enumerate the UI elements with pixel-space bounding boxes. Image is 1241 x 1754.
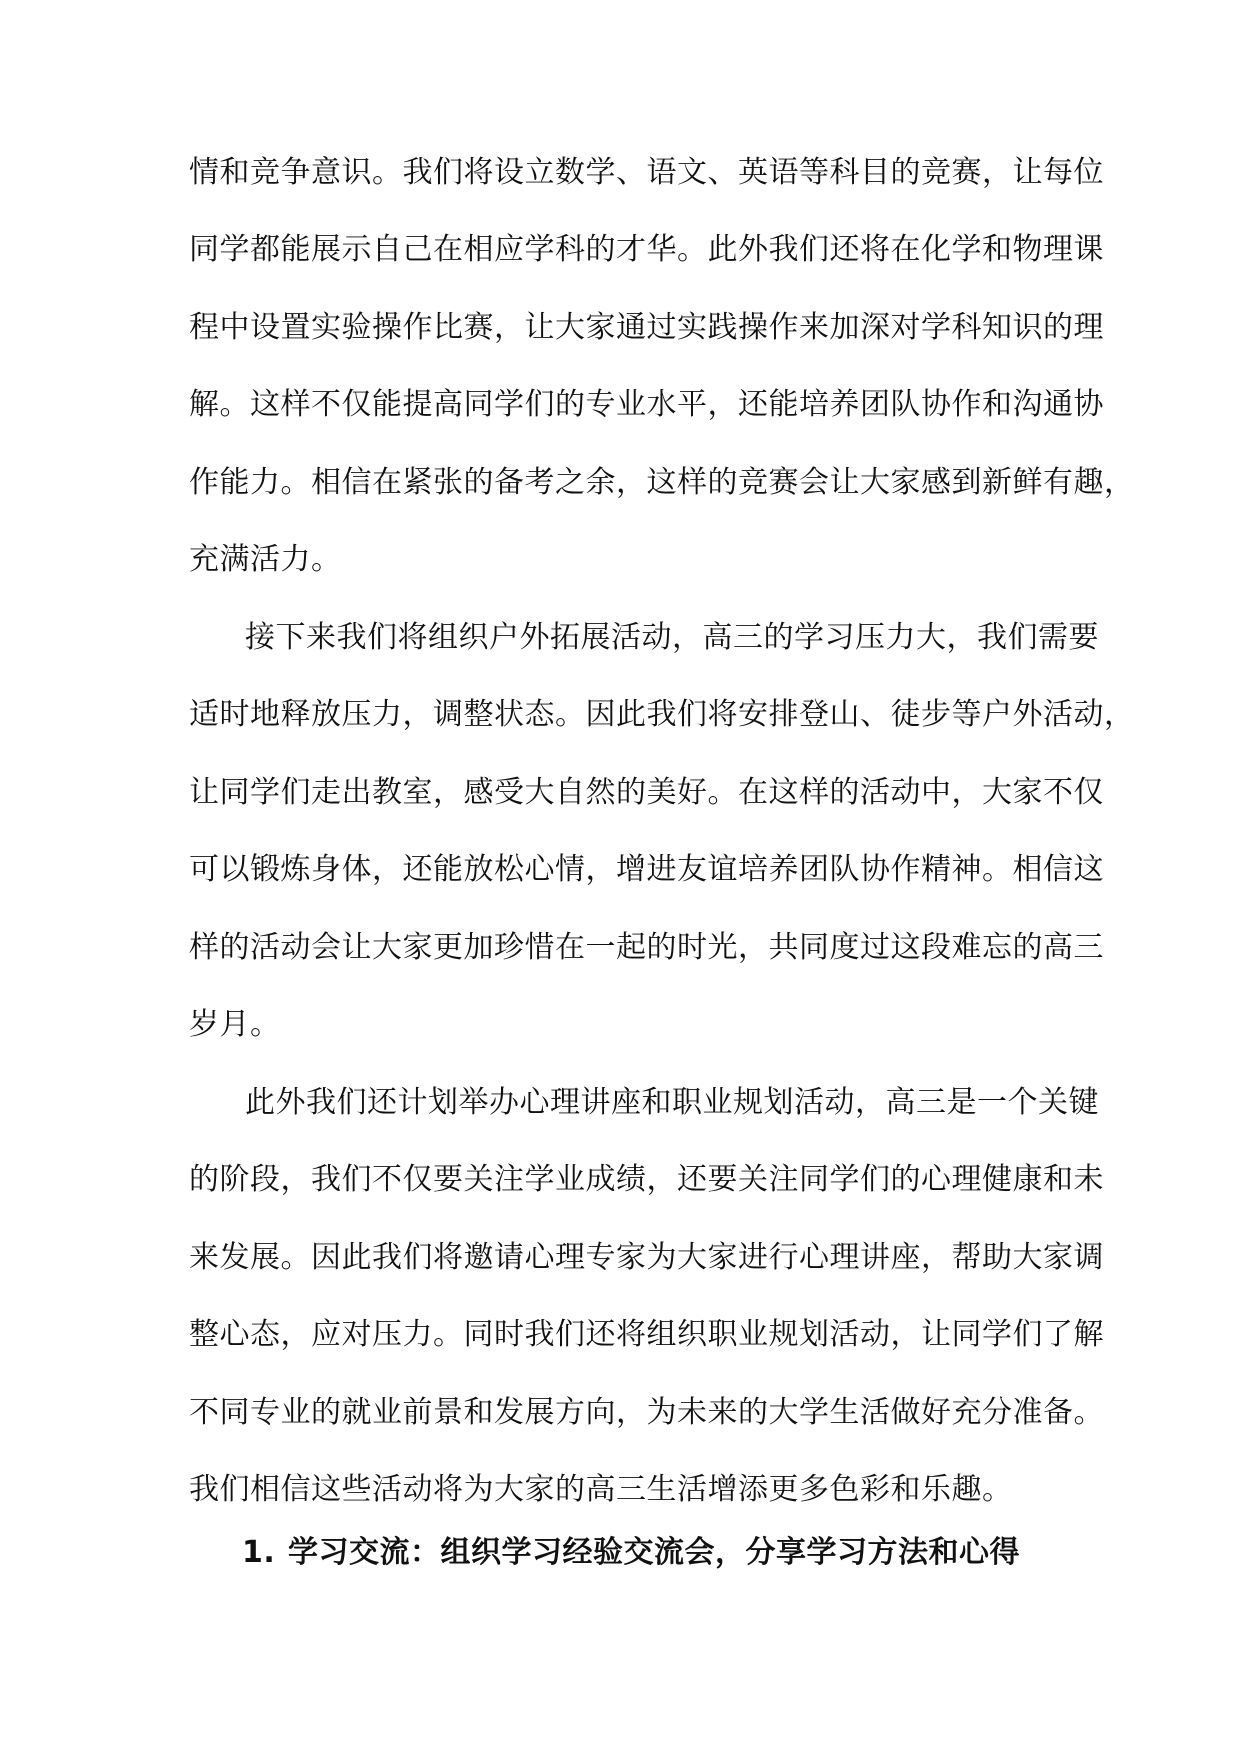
paragraph-first-line: 接下来我们将组织户外拓展活动，高三的学习压力大，我们需要 — [245, 620, 1099, 655]
paragraph-line: 情和竞争意识。我们将设立数学、语文、英语等科目的竞赛，让每位 — [189, 155, 1104, 190]
paragraph-line: 不同专业的就业前景和发展方向，为未来的大学生活做好充分准备。 — [189, 1395, 1104, 1430]
section-heading — [242, 1533, 1020, 1573]
paragraph-line: 适时地释放压力，调整状态。因此我们将安排登山、徒步等户外活动， — [189, 697, 1135, 732]
paragraph-line: 我们相信这些活动将为大家的高三生活增添更多色彩和乐趣。 — [189, 1472, 1013, 1507]
paragraph-line: 解。这样不仅能提高同学们的专业水平，还能培养团队协作和沟通协 — [189, 387, 1104, 422]
paragraph-line: 来发展。因此我们将邀请心理专家为大家进行心理讲座，帮助大家调 — [189, 1240, 1104, 1275]
paragraph-line: 可以锻炼身体，还能放松心情，增进友谊培养团队协作精神。相信这 — [189, 852, 1104, 887]
paragraph-line: 程中设置实验操作比赛，让大家通过实践操作来加深对学科知识的理 — [189, 310, 1104, 345]
paragraph-line: 岁月。 — [189, 1007, 281, 1042]
heading-number: 1. — [242, 1535, 276, 1570]
paragraph-first-line: 此外我们还计划举办心理讲座和职业规划活动，高三是一个关键 — [245, 1085, 1099, 1120]
paragraph-line: 整心态，应对压力。同时我们还将组织职业规划活动，让同学们了解 — [189, 1317, 1104, 1352]
paragraph-line: 充满活力。 — [189, 542, 342, 577]
paragraph-line: 同学都能展示自己在相应学科的才华。此外我们还将在化学和物理课 — [189, 232, 1104, 267]
paragraph-line: 作能力。相信在紧张的备考之余，这样的竞赛会让大家感到新鲜有趣， — [189, 465, 1135, 500]
paragraph-line: 让同学们走出教室，感受大自然的美好。在这样的活动中，大家不仅 — [189, 775, 1104, 810]
paragraph-line: 样的活动会让大家更加珍惜在一起的时光，共同度过这段难忘的高三 — [189, 930, 1104, 965]
heading-text: 学习交流：组织学习经验交流会，分享学习方法和心得 — [288, 1535, 1020, 1570]
paragraph-line: 的阶段，我们不仅要关注学业成绩，还要关注同学们的心理健康和未 — [189, 1162, 1104, 1197]
